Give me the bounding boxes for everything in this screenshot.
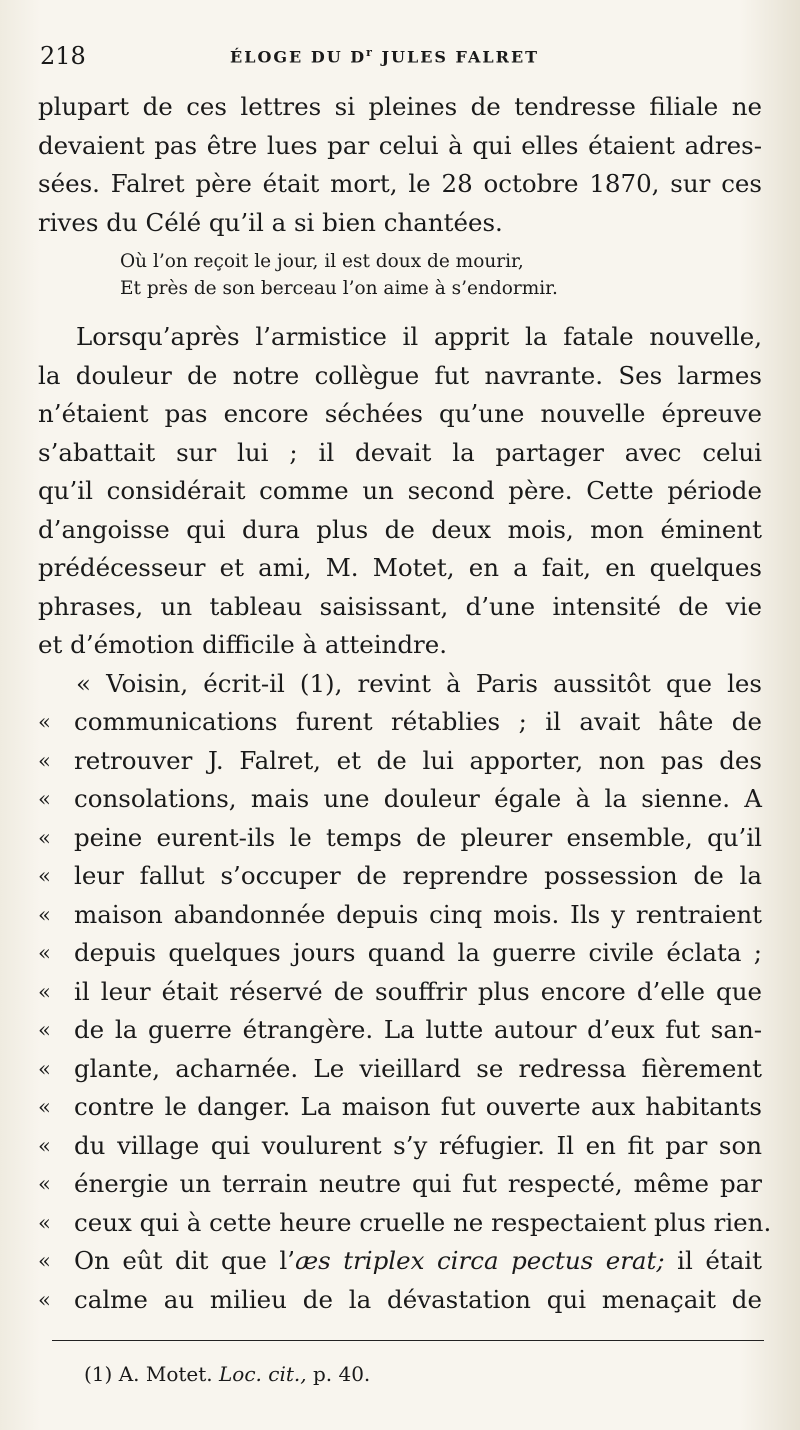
quote-line: « consolations, mais une douleur égale à la sienne. A [38, 784, 762, 813]
footnote-page: p. 40. [312, 1362, 371, 1386]
paragraph-armistice [38, 318, 762, 665]
text-line: phrases, un tableau saisissant, d’une intensité de vie [38, 591, 762, 621]
running-title: ÉLOGE DU $D^r$ JULES FALRET [230, 46, 540, 67]
verse-line: Et près de son berceau l’on aime à s’endormir. [120, 278, 558, 299]
quote-line: « il leur était réservé de souffrir plus encore d’elle que [38, 976, 762, 1006]
text-line: sées. Falret père était mort, le 28 octobre 1870, sur ces [38, 169, 762, 198]
page-number: 218 [40, 42, 86, 70]
paragraph-continuation [38, 88, 762, 242]
text-line: prédécesseur et ami, M. Motet, en a fait, en quelques [38, 553, 762, 582]
quote-line: « de la guerre étrangère. La lutte autour d’eux fut san- [38, 1015, 762, 1044]
footnote-number: (1) [84, 1362, 113, 1386]
text-line: qu’il considérait comme un second père. Cette période [38, 476, 762, 505]
footnote-author: A. Motet. [118, 1362, 213, 1386]
quote-line: « peine eurent-ils le temps de pleurer ensemble, qu’il [38, 822, 762, 852]
text-line: rives du Célé qu’il a si bien chantées. [38, 207, 503, 237]
text-line: devaient pas être lues par celui à qui elles étaient adres- [38, 130, 762, 160]
quote-line: « énergie un terrain neutre qui fut respecté, même par [38, 1169, 762, 1198]
text-line: et d’émotion difficile à atteindre. [38, 630, 448, 659]
quote-line: « depuis quelques jours quand la guerre civile éclata ; [38, 938, 762, 967]
text-line: plupart de ces lettres si pleines de tendresse filiale ne [38, 92, 762, 121]
quote-line: « leur fallut s’occuper de reprendre possession de la [38, 861, 762, 890]
footnote-rule [52, 1340, 764, 1341]
quote-line: « du village qui voulurent s’y réfugier. Il en fit par son [38, 1130, 762, 1160]
footnote [84, 1362, 370, 1386]
text-line: n’étaient pas encore séchées qu’une nouvelle épreuve [38, 399, 762, 428]
quote-line: « communications furent rétablies ; il avait hâte de [38, 707, 762, 736]
footnote-reference: Loc. cit., [219, 1362, 307, 1386]
text-line: la douleur de notre collègue fut navrante. Ses larmes [38, 360, 762, 390]
verse-quotation [38, 248, 762, 302]
page-header [40, 40, 760, 76]
text-line: d’angoisse qui dura plus de deux mois, mon éminent [38, 514, 762, 544]
quote-line: « Voisin, écrit-il (1), revint à Paris aussitôt que les [76, 668, 762, 698]
quote-line: « maison abandonnée depuis cinq mois. Ils y rentraient [38, 899, 762, 929]
quote-line: « calme au milieu de la dévastation qui menaçait de [38, 1284, 762, 1314]
quotation-motet [38, 665, 772, 1320]
verse-line: Où l’on reçoit le jour, il est doux de mourir, [120, 251, 524, 272]
quote-line: « glante, acharnée. Le vieillard se redressa fièrement [38, 1053, 762, 1083]
latin-phrase: æs triplex circa pectus erat; [295, 1246, 665, 1275]
quote-line: « On eût dit que l’æs triplex circa pectus erat; il était [38, 1246, 762, 1275]
text-line: Lorsqu’après l’armistice il apprit la fatale nouvelle, [76, 322, 762, 351]
quote-line: « contre le danger. La maison fut ouverte aux habitants [38, 1092, 762, 1121]
body-text [38, 88, 772, 1319]
text-line: s’abattait sur lui ; il devait la partager avec celui [38, 437, 762, 467]
quote-line: « ceux qui à cette heure cruelle ne respectaient plus rien. [38, 1207, 772, 1237]
quote-line: « retrouver J. Falret, et de lui apporter, non pas des [38, 745, 762, 775]
